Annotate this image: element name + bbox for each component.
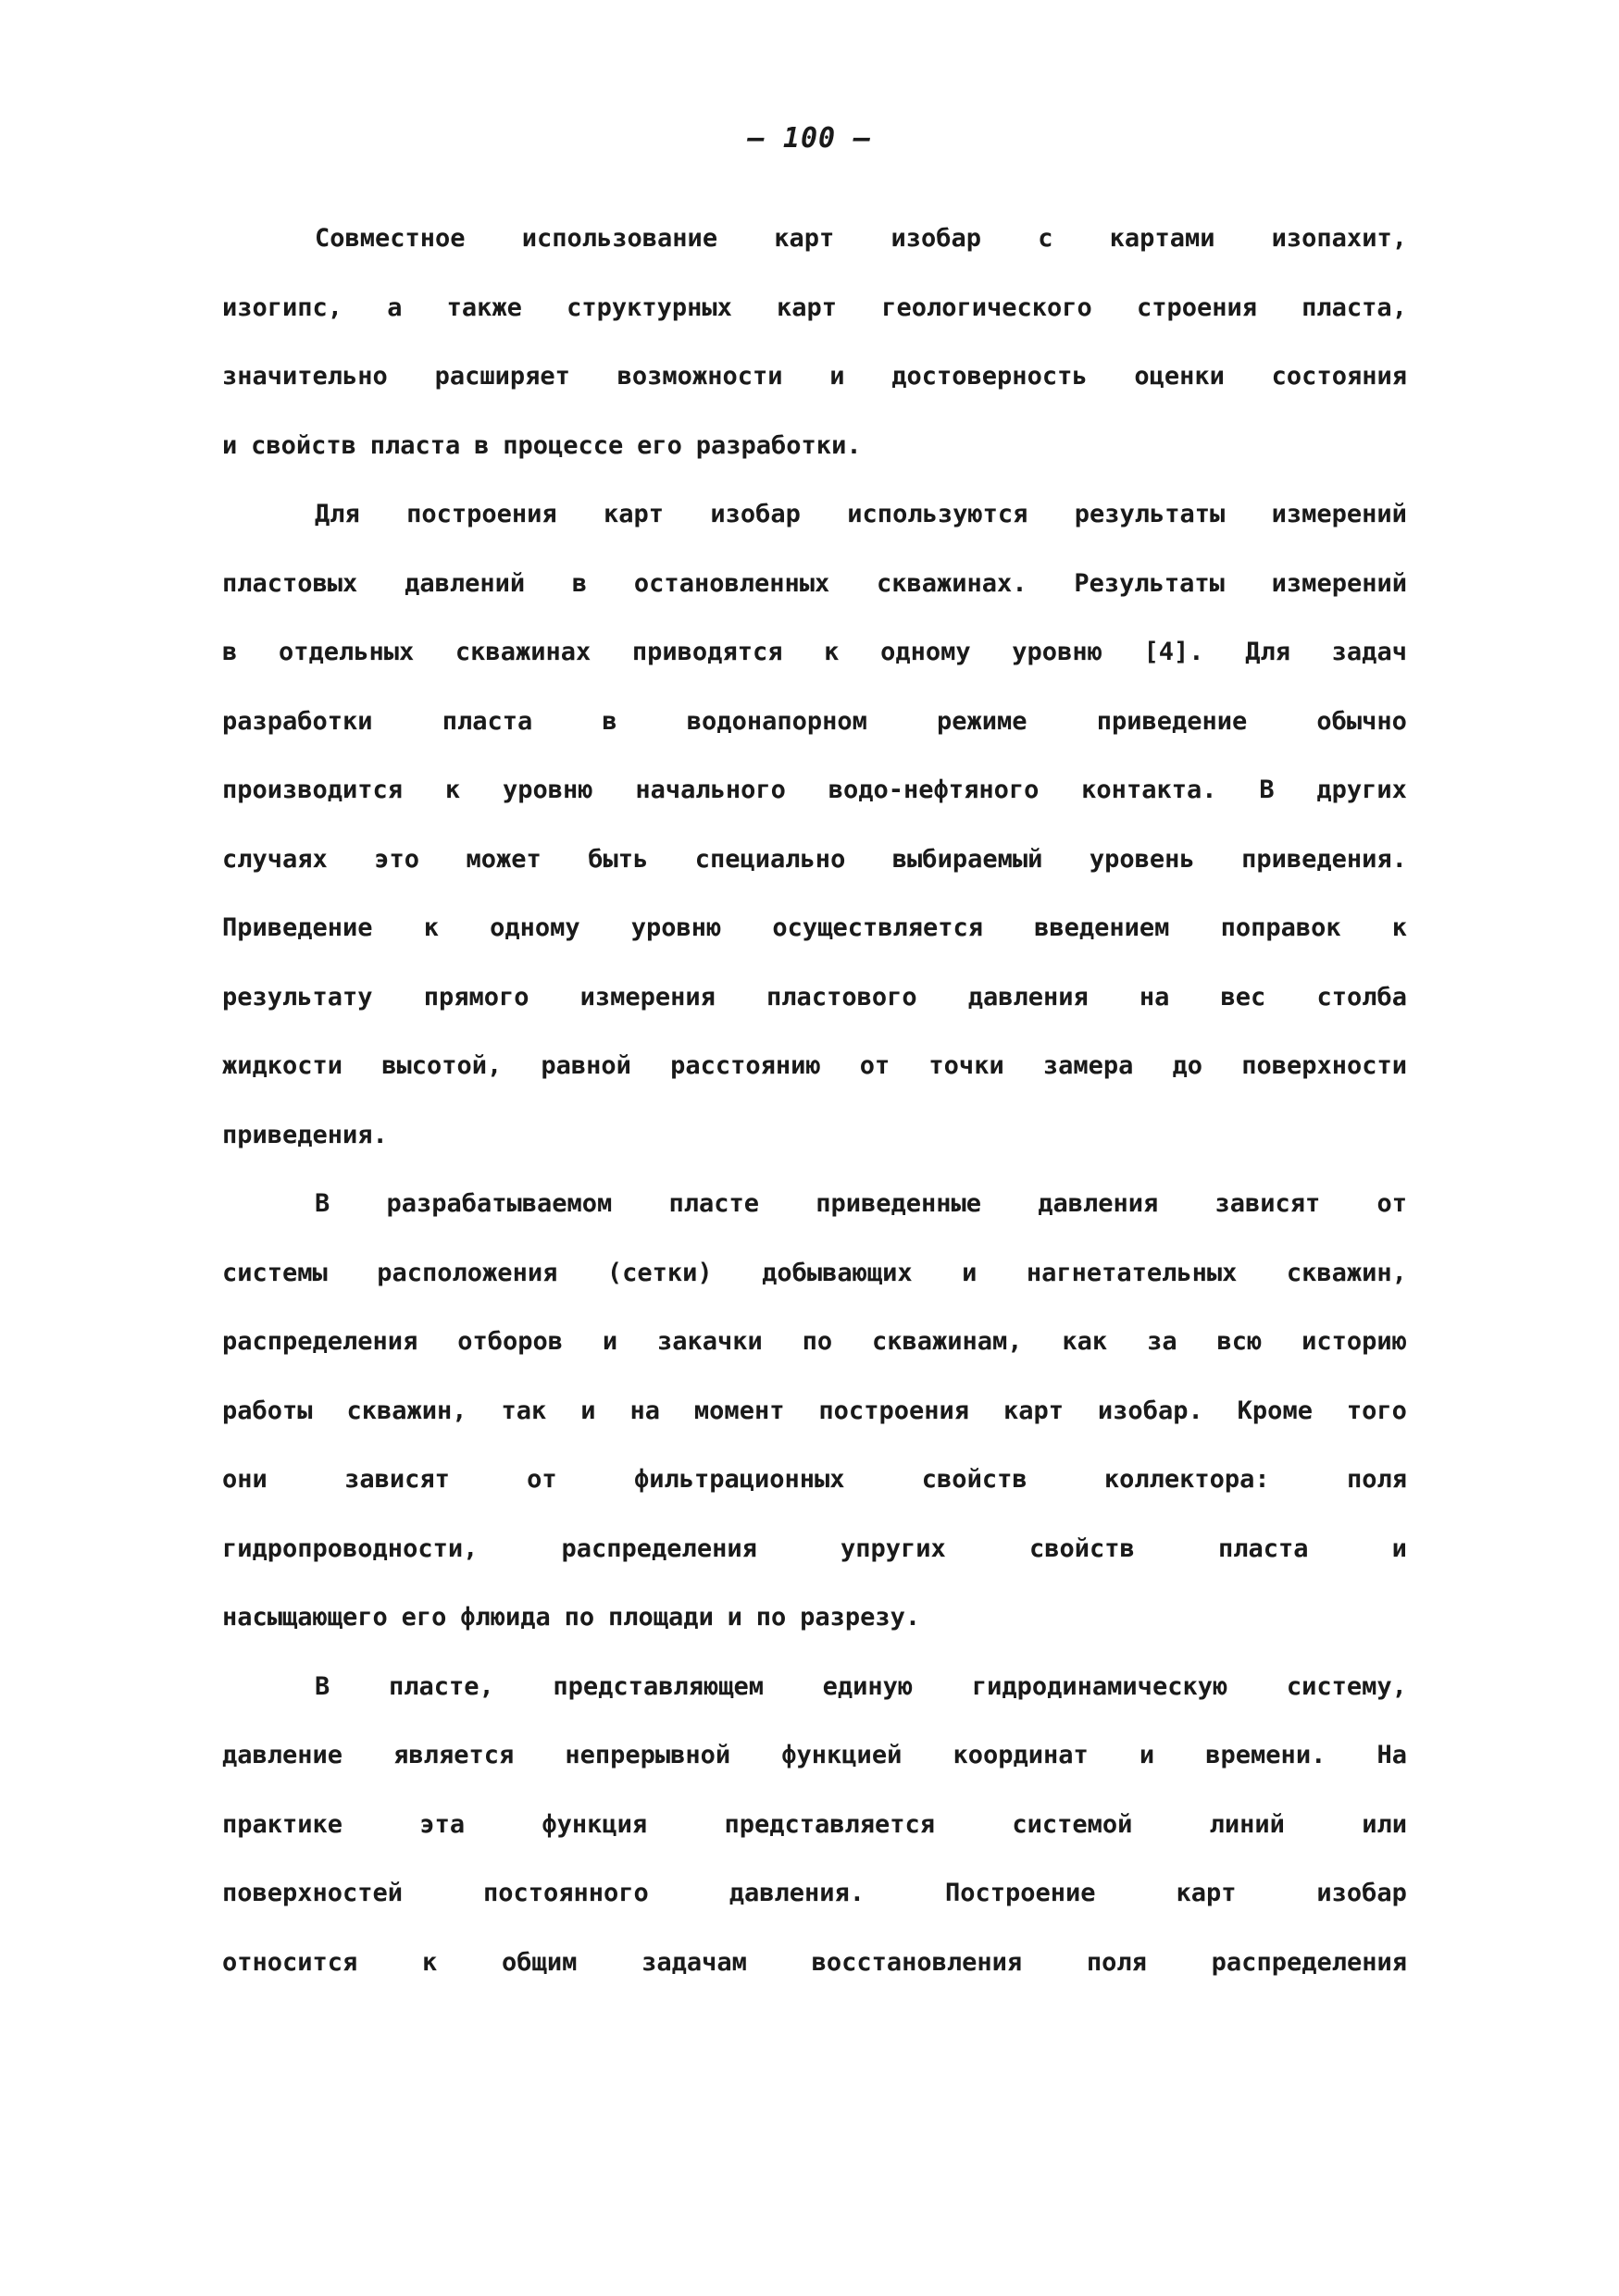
word: измерений (1271, 500, 1407, 528)
text-line (222, 428, 1407, 497)
word: и (1391, 1533, 1407, 1563)
word: и (1139, 1741, 1155, 1769)
word: эта (419, 1809, 466, 1839)
word: распределения (222, 1327, 418, 1356)
word: в (602, 706, 617, 736)
word: свойств (921, 1465, 1027, 1494)
word: к (444, 776, 461, 804)
word: а (387, 292, 403, 322)
word: насыщающего (222, 1603, 388, 1632)
word: задач (1331, 638, 1407, 666)
word: в (222, 638, 238, 666)
word: систему, (1286, 1671, 1407, 1701)
text-line (222, 1737, 1407, 1806)
word: (сетки) (606, 1258, 713, 1287)
word: упругих (841, 1533, 946, 1563)
word: изобар. (1097, 1396, 1203, 1425)
word: гидродинамическую (971, 1671, 1228, 1701)
word: поверхностей (222, 1879, 404, 1907)
text-line (222, 496, 1407, 565)
word: поля (1086, 1947, 1147, 1977)
word: и (580, 1396, 596, 1425)
word: поля (1346, 1465, 1407, 1494)
word: поверхности (1241, 1051, 1407, 1080)
word: уровню (630, 913, 722, 942)
word: изопахит, (1271, 224, 1407, 253)
text-line (222, 1944, 1407, 2014)
word: остановленных (633, 568, 830, 598)
word: всю (1216, 1327, 1263, 1356)
word: прямого (423, 982, 529, 1011)
word: от (527, 1465, 557, 1494)
word: структурных (567, 292, 732, 322)
word: изогипс, (222, 292, 343, 322)
word: нагнетательных (1026, 1258, 1238, 1287)
word: возможности (616, 362, 783, 391)
word: фильтрационных (633, 1465, 845, 1494)
word: одному (880, 638, 971, 666)
word: к (1391, 913, 1407, 942)
word: по (564, 1603, 595, 1632)
word: состояния (1271, 362, 1407, 391)
word: давления (967, 982, 1089, 1011)
word: закачки (656, 1327, 763, 1356)
word: На (1376, 1741, 1407, 1769)
word: использование (521, 224, 718, 253)
word: общим (502, 1947, 578, 1977)
word: разработки (222, 706, 373, 736)
word: обычно (1316, 706, 1407, 736)
word: функция (542, 1809, 648, 1839)
word: работы (222, 1396, 313, 1425)
word: Построение (944, 1879, 1096, 1907)
word: пласта, (1301, 292, 1407, 322)
text-line (222, 220, 1407, 290)
text-line (222, 1531, 1407, 1600)
word: значительно (222, 362, 388, 391)
word: карт (774, 224, 835, 253)
word: восстановления (811, 1947, 1023, 1977)
body-text (222, 220, 1407, 2013)
word: гидропроводности, (222, 1533, 479, 1563)
word: историю (1301, 1327, 1407, 1356)
word: расположения (377, 1258, 558, 1287)
word: приведения. (1241, 844, 1407, 874)
word: строения (1136, 292, 1257, 322)
word: процессе (503, 430, 624, 460)
text-line (222, 1323, 1407, 1393)
word: специально (694, 844, 846, 874)
word: пласта (1217, 1533, 1309, 1563)
word: изобар (1316, 1879, 1407, 1907)
word: системы (222, 1258, 328, 1287)
word: выбираемый (891, 844, 1043, 874)
word: Для (315, 500, 360, 528)
text-line (222, 1255, 1407, 1324)
word: уровню (1012, 638, 1102, 666)
word: единую (822, 1671, 914, 1701)
word: представляется (724, 1809, 936, 1839)
text-line (222, 1048, 1407, 1117)
word: от (1376, 1189, 1407, 1218)
text-line (222, 634, 1407, 703)
word: к (824, 638, 840, 666)
word: уровню (503, 776, 593, 804)
word: карт (777, 292, 838, 322)
word: свойств (1028, 1533, 1135, 1563)
word: [4]. (1143, 638, 1204, 666)
word: других (1316, 776, 1407, 804)
word: точки (928, 1051, 1004, 1080)
word: скважинам, (872, 1327, 1023, 1356)
word: В (315, 1189, 330, 1218)
word: результату (222, 982, 373, 1011)
word: постоянного (483, 1879, 649, 1907)
word: Для (1245, 638, 1290, 666)
word: добывающих (762, 1258, 913, 1287)
word: приведенные (816, 1189, 982, 1218)
word: и (727, 1603, 742, 1632)
word: контакта. (1081, 776, 1217, 804)
word: к (423, 913, 439, 942)
word: давление (222, 1741, 343, 1769)
word: поправок (1220, 913, 1341, 942)
word: его (401, 1603, 447, 1632)
text-line (222, 565, 1407, 635)
text-line (222, 1393, 1407, 1462)
word: Приведение (222, 913, 373, 942)
word: и (602, 1327, 618, 1356)
text-line (222, 1185, 1407, 1255)
word: задачам (641, 1947, 747, 1977)
word: результаты (1074, 500, 1226, 528)
word: разработки. (695, 430, 862, 460)
word: уровень (1089, 844, 1195, 874)
word: Кроме (1237, 1396, 1313, 1425)
word: карт (1003, 1396, 1064, 1425)
word: с (1038, 224, 1053, 253)
word: распределения (561, 1533, 757, 1563)
word: режиме (937, 706, 1027, 736)
word: или (1362, 1809, 1407, 1839)
word: жидкости (222, 1051, 343, 1080)
word: приведения. (222, 1120, 388, 1149)
word: от (859, 1051, 890, 1080)
text-line (222, 772, 1407, 841)
word: пласте, (388, 1671, 494, 1701)
word: построения (818, 1396, 969, 1425)
word: скважинах (455, 638, 592, 666)
word: его (637, 430, 682, 460)
word: свойств (251, 430, 356, 460)
word: случаях (222, 844, 328, 874)
word: практике (222, 1809, 343, 1839)
word: в (571, 568, 588, 598)
word: времени. (1205, 1741, 1326, 1769)
word: измерений (1271, 568, 1407, 598)
word: изобар (710, 500, 801, 528)
word: пластового (766, 982, 917, 1011)
word: относится (222, 1947, 358, 1977)
word: так (501, 1396, 547, 1425)
word: Совместное (315, 224, 466, 253)
text-line (222, 910, 1407, 979)
word: картами (1109, 224, 1215, 253)
word: это (374, 844, 420, 874)
text-line (222, 1117, 1407, 1186)
word: пластовых (222, 568, 358, 598)
word: отдельных (278, 638, 415, 666)
word: отборов (457, 1327, 563, 1356)
word: в (474, 430, 490, 460)
text-line (222, 703, 1407, 773)
word: равной (541, 1051, 631, 1080)
word: геологического (881, 292, 1092, 322)
word: распределения (1211, 1947, 1407, 1977)
word: измерения (579, 982, 716, 1011)
word: по (802, 1327, 833, 1356)
word: зависят (1214, 1189, 1321, 1218)
word: линий (1209, 1809, 1285, 1839)
word: функцией (781, 1741, 903, 1769)
word: скважинах. (877, 568, 1027, 598)
text-line (222, 1875, 1407, 1944)
word: непрерывной (565, 1741, 731, 1769)
word: расширяет (434, 362, 570, 391)
word: высотой, (381, 1051, 503, 1080)
word: оценки (1134, 362, 1225, 391)
word: водо-нефтяного (828, 776, 1040, 804)
word: пласте (668, 1189, 760, 1218)
word: представляющем (553, 1671, 764, 1701)
word: В (1259, 776, 1275, 804)
word: вес (1220, 982, 1266, 1011)
word: приведение (1096, 706, 1248, 736)
word: приводятся (631, 638, 783, 666)
word: осуществляется (772, 913, 983, 942)
word: может (466, 844, 542, 874)
word: В (315, 1671, 330, 1701)
word: разрабатываемом (386, 1189, 613, 1218)
word: флюида (460, 1603, 551, 1632)
word: к (422, 1947, 438, 1977)
word: давления. (729, 1879, 866, 1907)
word: используются (847, 500, 1028, 528)
word: и (829, 362, 845, 391)
word: давления (1038, 1189, 1159, 1218)
text-line (222, 1669, 1407, 1738)
word: по (755, 1603, 787, 1632)
text-line (222, 1599, 1407, 1669)
word: введением (1034, 913, 1170, 942)
word: достоверность (891, 362, 1088, 391)
word: системой (1012, 1809, 1133, 1839)
page-number: – 100 – (747, 122, 872, 155)
word: замера (1042, 1051, 1134, 1080)
word: разрезу. (800, 1603, 921, 1632)
word: за (1147, 1327, 1177, 1356)
word: зависят (344, 1465, 450, 1494)
word: начального (635, 776, 786, 804)
word: на (1139, 982, 1170, 1011)
text-line (222, 358, 1407, 428)
text-line (222, 1806, 1407, 1876)
word: является (393, 1741, 515, 1769)
word: пласта (442, 706, 533, 736)
word: площади (608, 1603, 714, 1632)
word: координат (953, 1741, 1089, 1769)
word: коллектора: (1103, 1465, 1270, 1494)
word: карт (1176, 1879, 1237, 1907)
word: водонапорном (686, 706, 867, 736)
word: изобар (890, 224, 982, 253)
word: того (1346, 1396, 1407, 1425)
word: давлений (405, 568, 526, 598)
word: скважин, (346, 1396, 467, 1425)
word: до (1172, 1051, 1203, 1080)
word: они (222, 1465, 268, 1494)
text-line (222, 841, 1407, 911)
word: пласта (369, 430, 461, 460)
word: и (222, 430, 238, 460)
word: Результаты (1074, 568, 1225, 598)
text-line (222, 979, 1407, 1049)
word: одному (490, 913, 580, 942)
word: построения (406, 500, 557, 528)
word: момент (693, 1396, 785, 1425)
word: карт (604, 500, 665, 528)
word: и (962, 1258, 978, 1287)
word: скважин, (1286, 1258, 1407, 1287)
word: как (1062, 1327, 1108, 1356)
text-line (222, 290, 1407, 359)
word: быть (588, 844, 649, 874)
word: на (629, 1396, 660, 1425)
text-line (222, 1461, 1407, 1531)
word: производится (222, 776, 404, 804)
word: расстоянию (670, 1051, 821, 1080)
word: также (446, 292, 522, 322)
word: столба (1316, 982, 1407, 1011)
